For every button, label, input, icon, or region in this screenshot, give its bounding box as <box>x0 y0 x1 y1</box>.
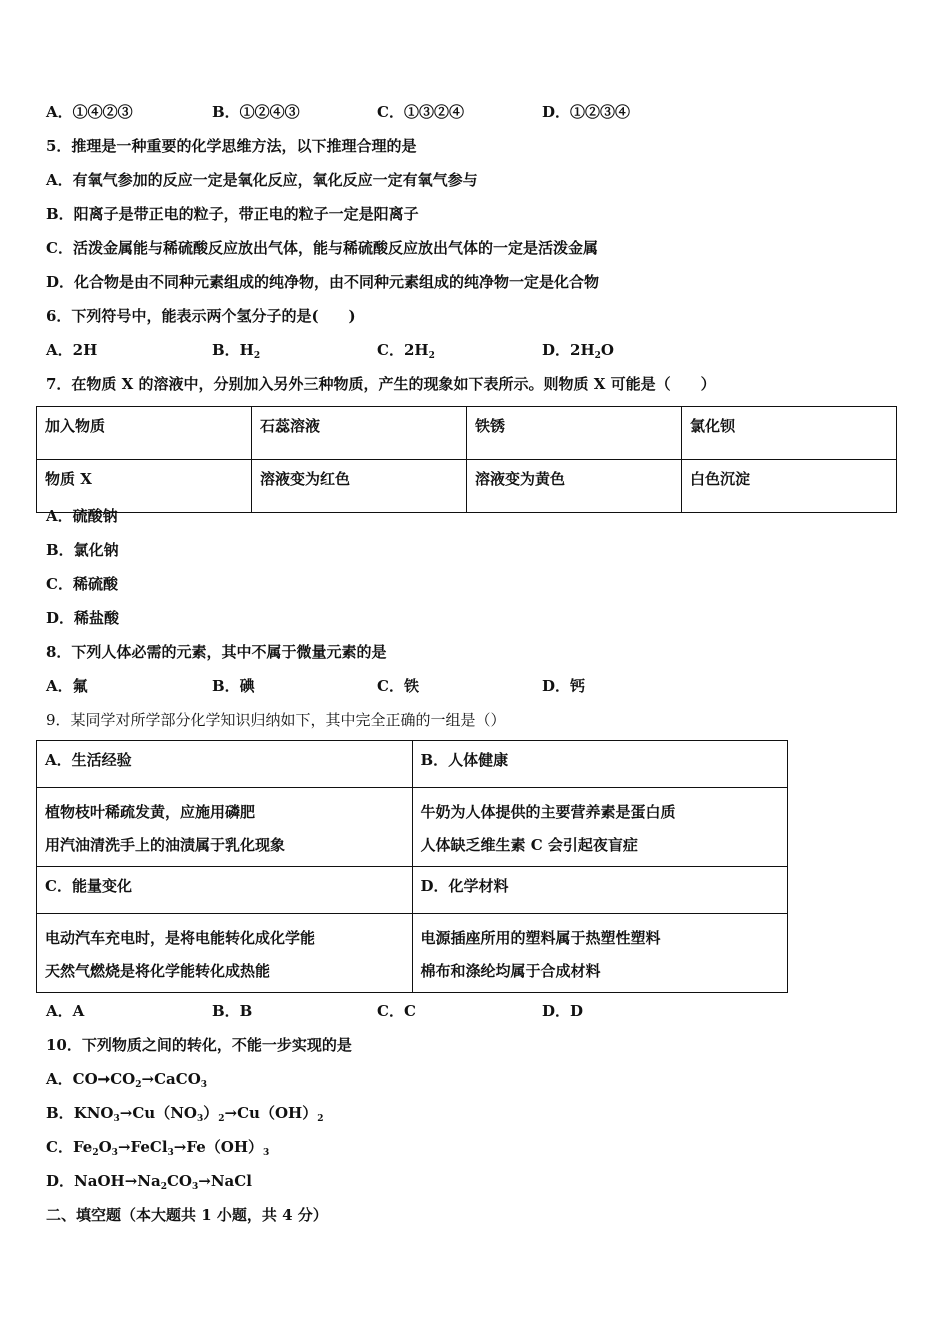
q9-option-d: D．D <box>542 1002 584 1020</box>
q9-cell-d-title: D．化学材料 <box>412 867 788 914</box>
table-row <box>37 460 897 513</box>
q9-option-c: C．C <box>377 1002 416 1020</box>
q9-stem: 9．某同学对所学部分化学知识归纳如下，其中完全正确的一组是（） <box>46 711 506 729</box>
q9-cell-d-body: 电源插座所用的塑料属于热塑性塑料 棉布和涤纶均属于合成材料 <box>412 914 788 993</box>
q10-option-c: C．$Fe_2O_3\to FeCl_3\to Fe(OH)_3$ <box>46 1138 270 1158</box>
q6-option-c: C．$2H_2$ <box>377 341 435 361</box>
q4-option-a: A．①④②③ <box>46 103 133 121</box>
table-cell: 物质 X <box>37 460 252 513</box>
table-cell: 氯化钡 <box>682 407 897 460</box>
table-row <box>37 867 788 914</box>
table-row <box>37 741 788 788</box>
q4-option-d: D．①②③④ <box>542 103 631 121</box>
q5-option-d: D．化合物是由不同种元素组成的纯净物，由不同种元素组成的纯净物一定是化合物 <box>46 273 600 291</box>
q6-option-d: D．$2H_2O$ <box>542 341 614 361</box>
q8-stem: 8．下列人体必需的元素，其中不属于微量元素的是 <box>46 643 387 661</box>
table-cell: 铁锈 <box>467 407 682 460</box>
q7-table <box>36 406 897 513</box>
q7-stem: 7．在物质 X 的溶液中，分别加入另外三种物质，产生的现象如下表所示。则物质 X 可能是（ ） <box>46 375 716 393</box>
q5-option-a: A．有氧气参加的反应一定是氧化反应，氧化反应一定有氧气参与 <box>46 171 478 189</box>
q8-option-b: B．碘 <box>212 677 255 695</box>
q4-option-c: C．①③②④ <box>377 103 464 121</box>
q6-option-a: A．2H <box>46 341 98 359</box>
q10-option-a: A．$CO➞CO_2\to CaCO_3$ <box>46 1070 208 1090</box>
q8-option-c: C．铁 <box>377 677 419 695</box>
table-row <box>37 788 788 867</box>
table-row <box>37 914 788 993</box>
q10-stem: 10．下列物质之间的转化，不能一步实现的是 <box>46 1036 352 1054</box>
q9-cell-c-title: C．能量变化 <box>37 867 413 914</box>
q8-option-a: A．氟 <box>46 677 88 695</box>
q7-option-a: A．硫酸钠 <box>46 507 118 525</box>
q10-option-d: D．$NaOH\to Na_2CO_3\to NaCl$ <box>46 1172 252 1192</box>
q7-option-b: B．氯化钠 <box>46 541 119 559</box>
q9-table <box>36 740 788 993</box>
table-cell: 溶液变为红色 <box>252 460 467 513</box>
table-cell: 溶液变为黄色 <box>467 460 682 513</box>
q6-stem: 6．下列符号中，能表示两个氢分子的是( ) <box>46 307 356 325</box>
q9-cell-a-title: A．生活经验 <box>37 741 413 788</box>
table-row <box>37 407 897 460</box>
q6-option-b: B．$H_2$ <box>212 341 261 361</box>
q7-option-d: D．稀盐酸 <box>46 609 120 627</box>
q9-cell-a-body: 植物枝叶稀疏发黄，应施用磷肥 用汽油清洗手上的油渍属于乳化现象 <box>37 788 413 867</box>
q9-cell-c-body: 电动汽车充电时，是将电能转化成化学能 天然气燃烧是将化学能转化成热能 <box>37 914 413 993</box>
q8-option-d: D．钙 <box>542 677 586 695</box>
section-heading: 二、填空题（本大题共 1 小题，共 4 分） <box>46 1206 328 1224</box>
q9-cell-b-body: 牛奶为人体提供的主要营养素是蛋白质 人体缺乏维生素 C 会引起夜盲症 <box>412 788 788 867</box>
q7-option-c: C．稀硫酸 <box>46 575 118 593</box>
q5-option-b: B．阳离子是带正电的粒子，带正电的粒子一定是阳离子 <box>46 205 419 223</box>
q9-cell-b-title: B．人体健康 <box>412 741 788 788</box>
table-cell: 石蕊溶液 <box>252 407 467 460</box>
q5-stem: 5．推理是一种重要的化学思维方法，以下推理合理的是 <box>46 137 417 155</box>
table-cell: 白色沉淀 <box>682 460 897 513</box>
table-cell: 加入物质 <box>37 407 252 460</box>
q9-option-b: B．B <box>212 1002 253 1020</box>
q10-option-b: B．$KNO_3\to Cu(NO_3)_2\to Cu(OH)_2$ <box>46 1104 324 1124</box>
q9-option-a: A．A <box>46 1002 85 1020</box>
q5-option-c: C．活泼金属能与稀硫酸反应放出气体，能与稀硫酸反应放出气体的一定是活泼金属 <box>46 239 598 257</box>
q4-option-b: B．①②④③ <box>212 103 300 121</box>
